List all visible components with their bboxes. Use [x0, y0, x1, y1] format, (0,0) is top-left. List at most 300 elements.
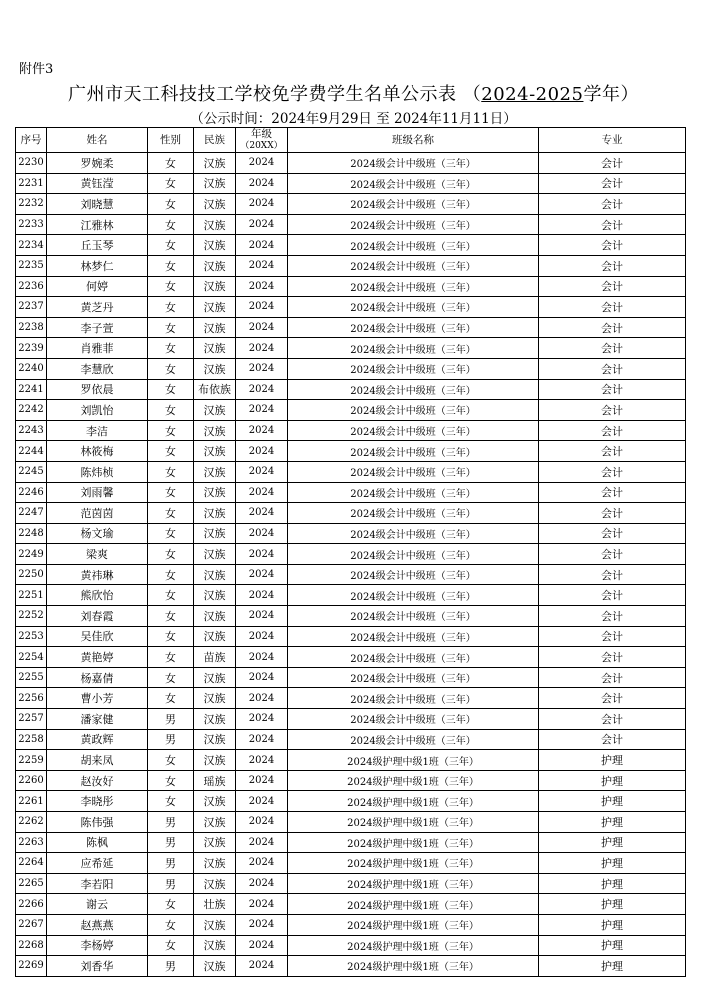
- cell-grade: 2024: [236, 297, 288, 318]
- cell-gender: 女: [148, 770, 194, 791]
- table-row: [16, 153, 686, 174]
- cell-gender: 女: [148, 523, 194, 544]
- cell-class: 2024级会计中级班（三年）: [288, 709, 539, 730]
- cell-grade: 2024: [236, 317, 288, 338]
- cell-class: 2024级会计中级班（三年）: [288, 626, 539, 647]
- cell-gender: 女: [148, 173, 194, 194]
- cell-name: 李慧欣: [47, 358, 148, 379]
- cell-major: 会计: [539, 400, 686, 421]
- cell-grade: 2024: [236, 482, 288, 503]
- cell-class: 2024级护理中级1班（三年）: [288, 770, 539, 791]
- cell-grade: 2024: [236, 461, 288, 482]
- cell-name: 谢云: [47, 894, 148, 915]
- cell-grade: 2024: [236, 153, 288, 174]
- cell-ethnicity: 汉族: [194, 729, 236, 750]
- cell-major: 护理: [539, 770, 686, 791]
- cell-name: 何婷: [47, 276, 148, 297]
- table-row: [16, 400, 686, 421]
- cell-ethnicity: 汉族: [194, 585, 236, 606]
- cell-gender: 女: [148, 358, 194, 379]
- cell-name: 胡来凤: [47, 750, 148, 771]
- cell-class: 2024级会计中级班（三年）: [288, 379, 539, 400]
- cell-seq: 2263: [16, 832, 47, 853]
- cell-name: 李洁: [47, 420, 148, 441]
- cell-seq: 2246: [16, 482, 47, 503]
- cell-class: 2024级会计中级班（三年）: [288, 647, 539, 668]
- table-row: [16, 647, 686, 668]
- cell-class: 2024级护理中级1班（三年）: [288, 791, 539, 812]
- cell-ethnicity: 汉族: [194, 626, 236, 647]
- cell-seq: 2250: [16, 564, 47, 585]
- cell-ethnicity: 汉族: [194, 461, 236, 482]
- cell-class: 2024级会计中级班（三年）: [288, 585, 539, 606]
- cell-class: 2024级会计中级班（三年）: [288, 441, 539, 462]
- cell-name: 刘香华: [47, 956, 148, 977]
- title-tail: 学年）: [583, 84, 639, 105]
- cell-gender: 女: [148, 441, 194, 462]
- cell-seq: 2266: [16, 894, 47, 915]
- cell-gender: 女: [148, 750, 194, 771]
- cell-gender: 男: [148, 812, 194, 833]
- cell-grade: 2024: [236, 667, 288, 688]
- cell-gender: 女: [148, 503, 194, 524]
- cell-ethnicity: 苗族: [194, 647, 236, 668]
- cell-major: 会计: [539, 729, 686, 750]
- cell-major: 会计: [539, 709, 686, 730]
- cell-seq: 2249: [16, 544, 47, 565]
- cell-seq: 2237: [16, 297, 47, 318]
- page-title: [0, 80, 707, 106]
- cell-ethnicity: 汉族: [194, 255, 236, 276]
- cell-grade: 2024: [236, 400, 288, 421]
- title-open: （: [462, 84, 482, 105]
- cell-class: 2024级会计中级班（三年）: [288, 564, 539, 585]
- cell-grade: 2024: [236, 873, 288, 894]
- cell-major: 会计: [539, 523, 686, 544]
- cell-class: 2024级护理中级1班（三年）: [288, 853, 539, 874]
- cell-gender: 女: [148, 194, 194, 215]
- cell-major: 会计: [539, 173, 686, 194]
- cell-grade: 2024: [236, 626, 288, 647]
- cell-gender: 女: [148, 153, 194, 174]
- cell-major: 会计: [539, 379, 686, 400]
- cell-gender: 女: [148, 606, 194, 627]
- cell-major: 会计: [539, 194, 686, 215]
- cell-ethnicity: 汉族: [194, 750, 236, 771]
- table-row: [16, 194, 686, 215]
- cell-ethnicity: 汉族: [194, 338, 236, 359]
- cell-gender: 女: [148, 317, 194, 338]
- cell-grade: 2024: [236, 585, 288, 606]
- col-header-grade: [236, 128, 288, 153]
- cell-major: 会计: [539, 338, 686, 359]
- cell-seq: 2253: [16, 626, 47, 647]
- cell-seq: 2262: [16, 812, 47, 833]
- cell-major: 会计: [539, 235, 686, 256]
- table-row: [16, 544, 686, 565]
- cell-seq: 2248: [16, 523, 47, 544]
- table-row: [16, 709, 686, 730]
- cell-name: 李杨婷: [47, 935, 148, 956]
- cell-seq: 2239: [16, 338, 47, 359]
- cell-seq: 2244: [16, 441, 47, 462]
- cell-ethnicity: 瑶族: [194, 770, 236, 791]
- cell-class: 2024级会计中级班（三年）: [288, 276, 539, 297]
- cell-name: 李子萱: [47, 317, 148, 338]
- cell-class: 2024级会计中级班（三年）: [288, 173, 539, 194]
- cell-seq: 2265: [16, 873, 47, 894]
- cell-seq: 2268: [16, 935, 47, 956]
- table-row: [16, 914, 686, 935]
- table-row: [16, 379, 686, 400]
- cell-ethnicity: 汉族: [194, 667, 236, 688]
- title-main: 广州市天工科技技工学校免学费学生名单公示表: [68, 84, 457, 105]
- cell-name: 罗依晨: [47, 379, 148, 400]
- cell-seq: 2240: [16, 358, 47, 379]
- cell-seq: 2232: [16, 194, 47, 215]
- cell-major: 会计: [539, 441, 686, 462]
- cell-name: 李若阳: [47, 873, 148, 894]
- cell-class: 2024级会计中级班（三年）: [288, 503, 539, 524]
- cell-class: 2024级护理中级1班（三年）: [288, 873, 539, 894]
- cell-gender: 女: [148, 626, 194, 647]
- cell-major: 会计: [539, 420, 686, 441]
- cell-class: 2024级会计中级班（三年）: [288, 729, 539, 750]
- cell-name: 应希延: [47, 853, 148, 874]
- title-year: 2024-2025: [481, 84, 584, 105]
- cell-class: 2024级会计中级班（三年）: [288, 400, 539, 421]
- cell-gender: 女: [148, 544, 194, 565]
- cell-name: 江雅林: [47, 214, 148, 235]
- cell-major: 会计: [539, 667, 686, 688]
- cell-grade: 2024: [236, 791, 288, 812]
- cell-ethnicity: 汉族: [194, 791, 236, 812]
- cell-gender: 女: [148, 667, 194, 688]
- cell-class: 2024级会计中级班（三年）: [288, 194, 539, 215]
- cell-ethnicity: 汉族: [194, 400, 236, 421]
- cell-major: 护理: [539, 791, 686, 812]
- cell-gender: 女: [148, 894, 194, 915]
- table-row: [16, 503, 686, 524]
- cell-major: 护理: [539, 894, 686, 915]
- col-header-ethnicity: 民族: [194, 128, 236, 153]
- cell-ethnicity: 汉族: [194, 914, 236, 935]
- cell-ethnicity: 汉族: [194, 153, 236, 174]
- cell-grade: 2024: [236, 729, 288, 750]
- cell-major: 会计: [539, 317, 686, 338]
- table-row: [16, 214, 686, 235]
- cell-class: 2024级会计中级班（三年）: [288, 297, 539, 318]
- cell-name: 林筱梅: [47, 441, 148, 462]
- cell-class: 2024级会计中级班（三年）: [288, 606, 539, 627]
- cell-seq: 2245: [16, 461, 47, 482]
- cell-gender: 女: [148, 461, 194, 482]
- cell-seq: 2231: [16, 173, 47, 194]
- cell-seq: 2247: [16, 503, 47, 524]
- cell-class: 2024级会计中级班（三年）: [288, 544, 539, 565]
- cell-name: 刘晓慧: [47, 194, 148, 215]
- cell-major: 会计: [539, 503, 686, 524]
- cell-name: 陈枫: [47, 832, 148, 853]
- cell-seq: 2259: [16, 750, 47, 771]
- cell-gender: 男: [148, 956, 194, 977]
- cell-seq: 2254: [16, 647, 47, 668]
- cell-grade: 2024: [236, 770, 288, 791]
- table-body: [16, 153, 686, 977]
- cell-class: 2024级会计中级班（三年）: [288, 214, 539, 235]
- cell-grade: 2024: [236, 338, 288, 359]
- publicity-period: （公示时间：2024年9月29日 至 2024年11月11日）: [190, 111, 517, 127]
- grade-label: 年级: [251, 127, 272, 140]
- cell-seq: 2233: [16, 214, 47, 235]
- cell-gender: 女: [148, 935, 194, 956]
- cell-name: 陈炜桢: [47, 461, 148, 482]
- cell-seq: 2230: [16, 153, 47, 174]
- table-row: [16, 523, 686, 544]
- cell-name: 林梦仁: [47, 255, 148, 276]
- cell-class: 2024级会计中级班（三年）: [288, 482, 539, 503]
- table-row: [16, 297, 686, 318]
- cell-seq: 2267: [16, 914, 47, 935]
- cell-seq: 2260: [16, 770, 47, 791]
- cell-grade: 2024: [236, 379, 288, 400]
- cell-class: 2024级会计中级班（三年）: [288, 317, 539, 338]
- table-row: [16, 770, 686, 791]
- cell-grade: 2024: [236, 523, 288, 544]
- table-row: [16, 935, 686, 956]
- cell-name: 罗婉柔: [47, 153, 148, 174]
- table-row: [16, 585, 686, 606]
- cell-seq: 2235: [16, 255, 47, 276]
- cell-ethnicity: 汉族: [194, 564, 236, 585]
- cell-name: 刘凯怡: [47, 400, 148, 421]
- cell-gender: 女: [148, 400, 194, 421]
- cell-name: 曹小芳: [47, 688, 148, 709]
- table-row: [16, 255, 686, 276]
- cell-name: 丘玉琴: [47, 235, 148, 256]
- table-row: [16, 482, 686, 503]
- cell-gender: 女: [148, 379, 194, 400]
- col-header-major: 专业: [539, 128, 686, 153]
- cell-ethnicity: 汉族: [194, 214, 236, 235]
- cell-grade: 2024: [236, 688, 288, 709]
- cell-class: 2024级护理中级1班（三年）: [288, 812, 539, 833]
- cell-seq: 2256: [16, 688, 47, 709]
- cell-major: 会计: [539, 276, 686, 297]
- cell-ethnicity: 壮族: [194, 894, 236, 915]
- cell-gender: 女: [148, 420, 194, 441]
- col-header-name: 姓名: [47, 128, 148, 153]
- cell-seq: 2269: [16, 956, 47, 977]
- cell-grade: 2024: [236, 853, 288, 874]
- cell-seq: 2252: [16, 606, 47, 627]
- cell-grade: 2024: [236, 606, 288, 627]
- cell-ethnicity: 汉族: [194, 812, 236, 833]
- cell-grade: 2024: [236, 441, 288, 462]
- cell-name: 熊欣怡: [47, 585, 148, 606]
- cell-major: 会计: [539, 153, 686, 174]
- cell-major: 护理: [539, 853, 686, 874]
- cell-class: 2024级会计中级班（三年）: [288, 688, 539, 709]
- cell-class: 2024级会计中级班（三年）: [288, 153, 539, 174]
- cell-major: 会计: [539, 564, 686, 585]
- cell-gender: 女: [148, 564, 194, 585]
- cell-grade: 2024: [236, 235, 288, 256]
- cell-gender: 男: [148, 853, 194, 874]
- cell-ethnicity: 汉族: [194, 317, 236, 338]
- cell-name: 吴佳欣: [47, 626, 148, 647]
- cell-major: 会计: [539, 688, 686, 709]
- cell-ethnicity: 汉族: [194, 194, 236, 215]
- cell-gender: 女: [148, 585, 194, 606]
- cell-major: 会计: [539, 606, 686, 627]
- cell-grade: 2024: [236, 750, 288, 771]
- table-row: [16, 441, 686, 462]
- cell-seq: 2243: [16, 420, 47, 441]
- col-header-class: 班级名称: [288, 128, 539, 153]
- cell-seq: 2234: [16, 235, 47, 256]
- cell-grade: 2024: [236, 214, 288, 235]
- table-row: [16, 894, 686, 915]
- table-row: [16, 358, 686, 379]
- cell-gender: 男: [148, 709, 194, 730]
- cell-ethnicity: 汉族: [194, 503, 236, 524]
- cell-seq: 2264: [16, 853, 47, 874]
- table-row: [16, 791, 686, 812]
- cell-gender: 女: [148, 235, 194, 256]
- cell-name: 赵燕燕: [47, 914, 148, 935]
- cell-ethnicity: 汉族: [194, 956, 236, 977]
- cell-grade: 2024: [236, 894, 288, 915]
- cell-gender: 女: [148, 297, 194, 318]
- cell-ethnicity: 汉族: [194, 853, 236, 874]
- cell-name: 肖雅菲: [47, 338, 148, 359]
- table-row: [16, 956, 686, 977]
- table-row: [16, 688, 686, 709]
- cell-class: 2024级会计中级班（三年）: [288, 523, 539, 544]
- table-row: [16, 832, 686, 853]
- cell-grade: 2024: [236, 956, 288, 977]
- cell-gender: 女: [148, 647, 194, 668]
- table-row: [16, 235, 686, 256]
- cell-seq: 2242: [16, 400, 47, 421]
- table-row: [16, 317, 686, 338]
- table-header-row: [16, 128, 686, 153]
- cell-class: 2024级护理中级1班（三年）: [288, 914, 539, 935]
- cell-ethnicity: 布依族: [194, 379, 236, 400]
- cell-grade: 2024: [236, 544, 288, 565]
- cell-grade: 2024: [236, 709, 288, 730]
- cell-name: 梁爽: [47, 544, 148, 565]
- cell-gender: 男: [148, 832, 194, 853]
- cell-class: 2024级护理中级1班（三年）: [288, 956, 539, 977]
- cell-major: 会计: [539, 647, 686, 668]
- cell-gender: 女: [148, 791, 194, 812]
- table-row: [16, 667, 686, 688]
- cell-ethnicity: 汉族: [194, 873, 236, 894]
- cell-ethnicity: 汉族: [194, 441, 236, 462]
- table-row: [16, 729, 686, 750]
- cell-seq: 2236: [16, 276, 47, 297]
- cell-name: 杨文瑜: [47, 523, 148, 544]
- table-row: [16, 564, 686, 585]
- cell-grade: 2024: [236, 832, 288, 853]
- cell-major: 护理: [539, 935, 686, 956]
- attachment-label: 附件3: [19, 62, 54, 77]
- cell-major: 护理: [539, 956, 686, 977]
- table-row: [16, 626, 686, 647]
- cell-ethnicity: 汉族: [194, 358, 236, 379]
- cell-name: 黄芝丹: [47, 297, 148, 318]
- cell-major: 会计: [539, 482, 686, 503]
- cell-name: 陈伟强: [47, 812, 148, 833]
- table-row: [16, 461, 686, 482]
- cell-ethnicity: 汉族: [194, 709, 236, 730]
- cell-name: 黄钰滢: [47, 173, 148, 194]
- cell-ethnicity: 汉族: [194, 606, 236, 627]
- cell-seq: 2261: [16, 791, 47, 812]
- cell-class: 2024级护理中级1班（三年）: [288, 832, 539, 853]
- cell-gender: 女: [148, 255, 194, 276]
- cell-gender: 男: [148, 873, 194, 894]
- cell-major: 会计: [539, 297, 686, 318]
- table-row: [16, 173, 686, 194]
- table-row: [16, 276, 686, 297]
- cell-major: 护理: [539, 832, 686, 853]
- cell-grade: 2024: [236, 358, 288, 379]
- cell-major: 护理: [539, 914, 686, 935]
- cell-ethnicity: 汉族: [194, 482, 236, 503]
- cell-class: 2024级护理中级1班（三年）: [288, 750, 539, 771]
- table-row: [16, 338, 686, 359]
- table-row: [16, 750, 686, 771]
- cell-gender: 女: [148, 482, 194, 503]
- cell-name: 赵汝好: [47, 770, 148, 791]
- cell-ethnicity: 汉族: [194, 276, 236, 297]
- col-header-seq: 序号: [16, 128, 47, 153]
- cell-name: 黄艳婷: [47, 647, 148, 668]
- cell-grade: 2024: [236, 914, 288, 935]
- cell-name: 刘春霞: [47, 606, 148, 627]
- cell-grade: 2024: [236, 420, 288, 441]
- table-row: [16, 853, 686, 874]
- cell-name: 黄政辉: [47, 729, 148, 750]
- cell-gender: 女: [148, 688, 194, 709]
- cell-major: 会计: [539, 358, 686, 379]
- cell-major: 护理: [539, 750, 686, 771]
- cell-major: 会计: [539, 585, 686, 606]
- table-row: [16, 420, 686, 441]
- grade-sub-label: （20XX）: [240, 140, 283, 151]
- cell-name: 范茵茵: [47, 503, 148, 524]
- cell-grade: 2024: [236, 255, 288, 276]
- cell-ethnicity: 汉族: [194, 935, 236, 956]
- cell-grade: 2024: [236, 935, 288, 956]
- col-header-gender: 性别: [148, 128, 194, 153]
- cell-major: 护理: [539, 873, 686, 894]
- student-roster-table: [15, 127, 686, 977]
- cell-grade: 2024: [236, 812, 288, 833]
- cell-ethnicity: 汉族: [194, 688, 236, 709]
- cell-seq: 2238: [16, 317, 47, 338]
- cell-class: 2024级会计中级班（三年）: [288, 461, 539, 482]
- cell-class: 2024级会计中级班（三年）: [288, 255, 539, 276]
- cell-class: 2024级会计中级班（三年）: [288, 358, 539, 379]
- cell-name: 黄祎琳: [47, 564, 148, 585]
- cell-ethnicity: 汉族: [194, 420, 236, 441]
- cell-grade: 2024: [236, 276, 288, 297]
- cell-class: 2024级护理中级1班（三年）: [288, 894, 539, 915]
